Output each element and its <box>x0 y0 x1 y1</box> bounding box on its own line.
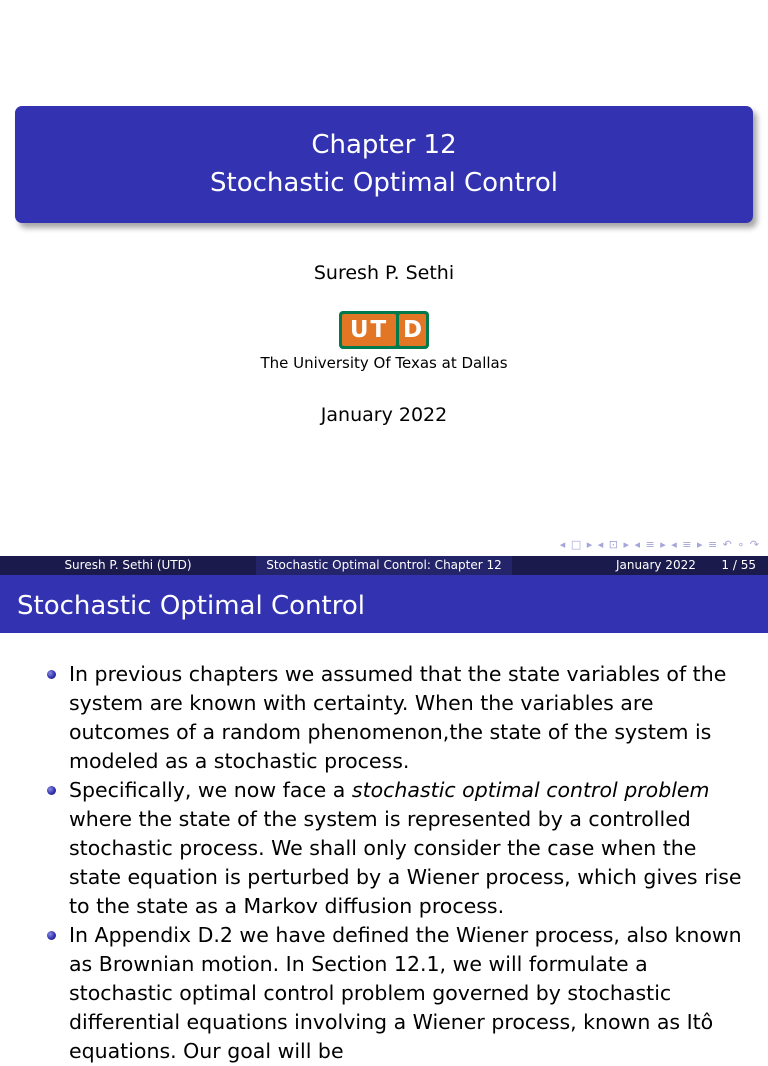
footer-right <box>512 556 768 575</box>
bullet-text: In Appendix D.2 we have defined the Wiener process, also known as Brownian motion. In Section 12.1, we will formulate a stochastic optimal control problem governed by stochastic differential equations involving a Wiener process, known as Itô equations. Our goal will be <box>69 923 742 1063</box>
footer-page-number: 1 / 55 <box>721 558 756 572</box>
list-item <box>0 921 768 1066</box>
list-item <box>0 660 768 776</box>
bullet-icon <box>47 786 56 795</box>
chapter-title: Chapter 12 <box>311 130 457 160</box>
footer-bar <box>0 556 768 575</box>
author-name: Suresh P. Sethi <box>313 262 455 284</box>
list-item <box>0 776 768 921</box>
footer-title: Stochastic Optimal Control: Chapter 12 <box>256 556 512 575</box>
presentation-date: January 2022 <box>320 404 448 426</box>
bullet-text: In previous chapters we assumed that the state variables of the system are known with certainty. When the variables are outcomes of a random phenomenon,the state of the system is modeled as a stochastic process. <box>69 662 727 773</box>
logo-ut: UT <box>342 314 396 346</box>
utd-logo <box>339 311 429 349</box>
bullet-emphasis: stochastic optimal control problem <box>351 778 710 802</box>
title-box <box>15 106 753 223</box>
footer-author: Suresh P. Sethi (UTD) <box>0 556 256 575</box>
bullet-text-before: Specifically, we now face a <box>69 778 352 802</box>
bullet-icon <box>47 670 56 679</box>
bullet-text-after: where the state of the system is represented by a controlled stochastic process. We shall only consider the case when the state equation is perturbed by a Wiener process, which gives rise to the state as a Markov diffusion process. <box>69 807 742 918</box>
frame-title: Stochastic Optimal Control <box>0 575 768 633</box>
institute-name: The University Of Texas at Dallas <box>260 354 508 372</box>
chapter-subtitle: Stochastic Optimal Control <box>210 168 558 198</box>
bullet-list <box>0 660 768 1066</box>
navigation-symbols[interactable]: ◂ □ ▸ ◂ ⊡ ▸ ◂ ≡ ▸ ◂ ≡ ▸ ≡ ↶ ∘ ↷ <box>559 538 760 551</box>
logo-d: D <box>399 314 426 346</box>
footer-date: January 2022 <box>616 558 696 572</box>
bullet-icon <box>47 931 56 940</box>
